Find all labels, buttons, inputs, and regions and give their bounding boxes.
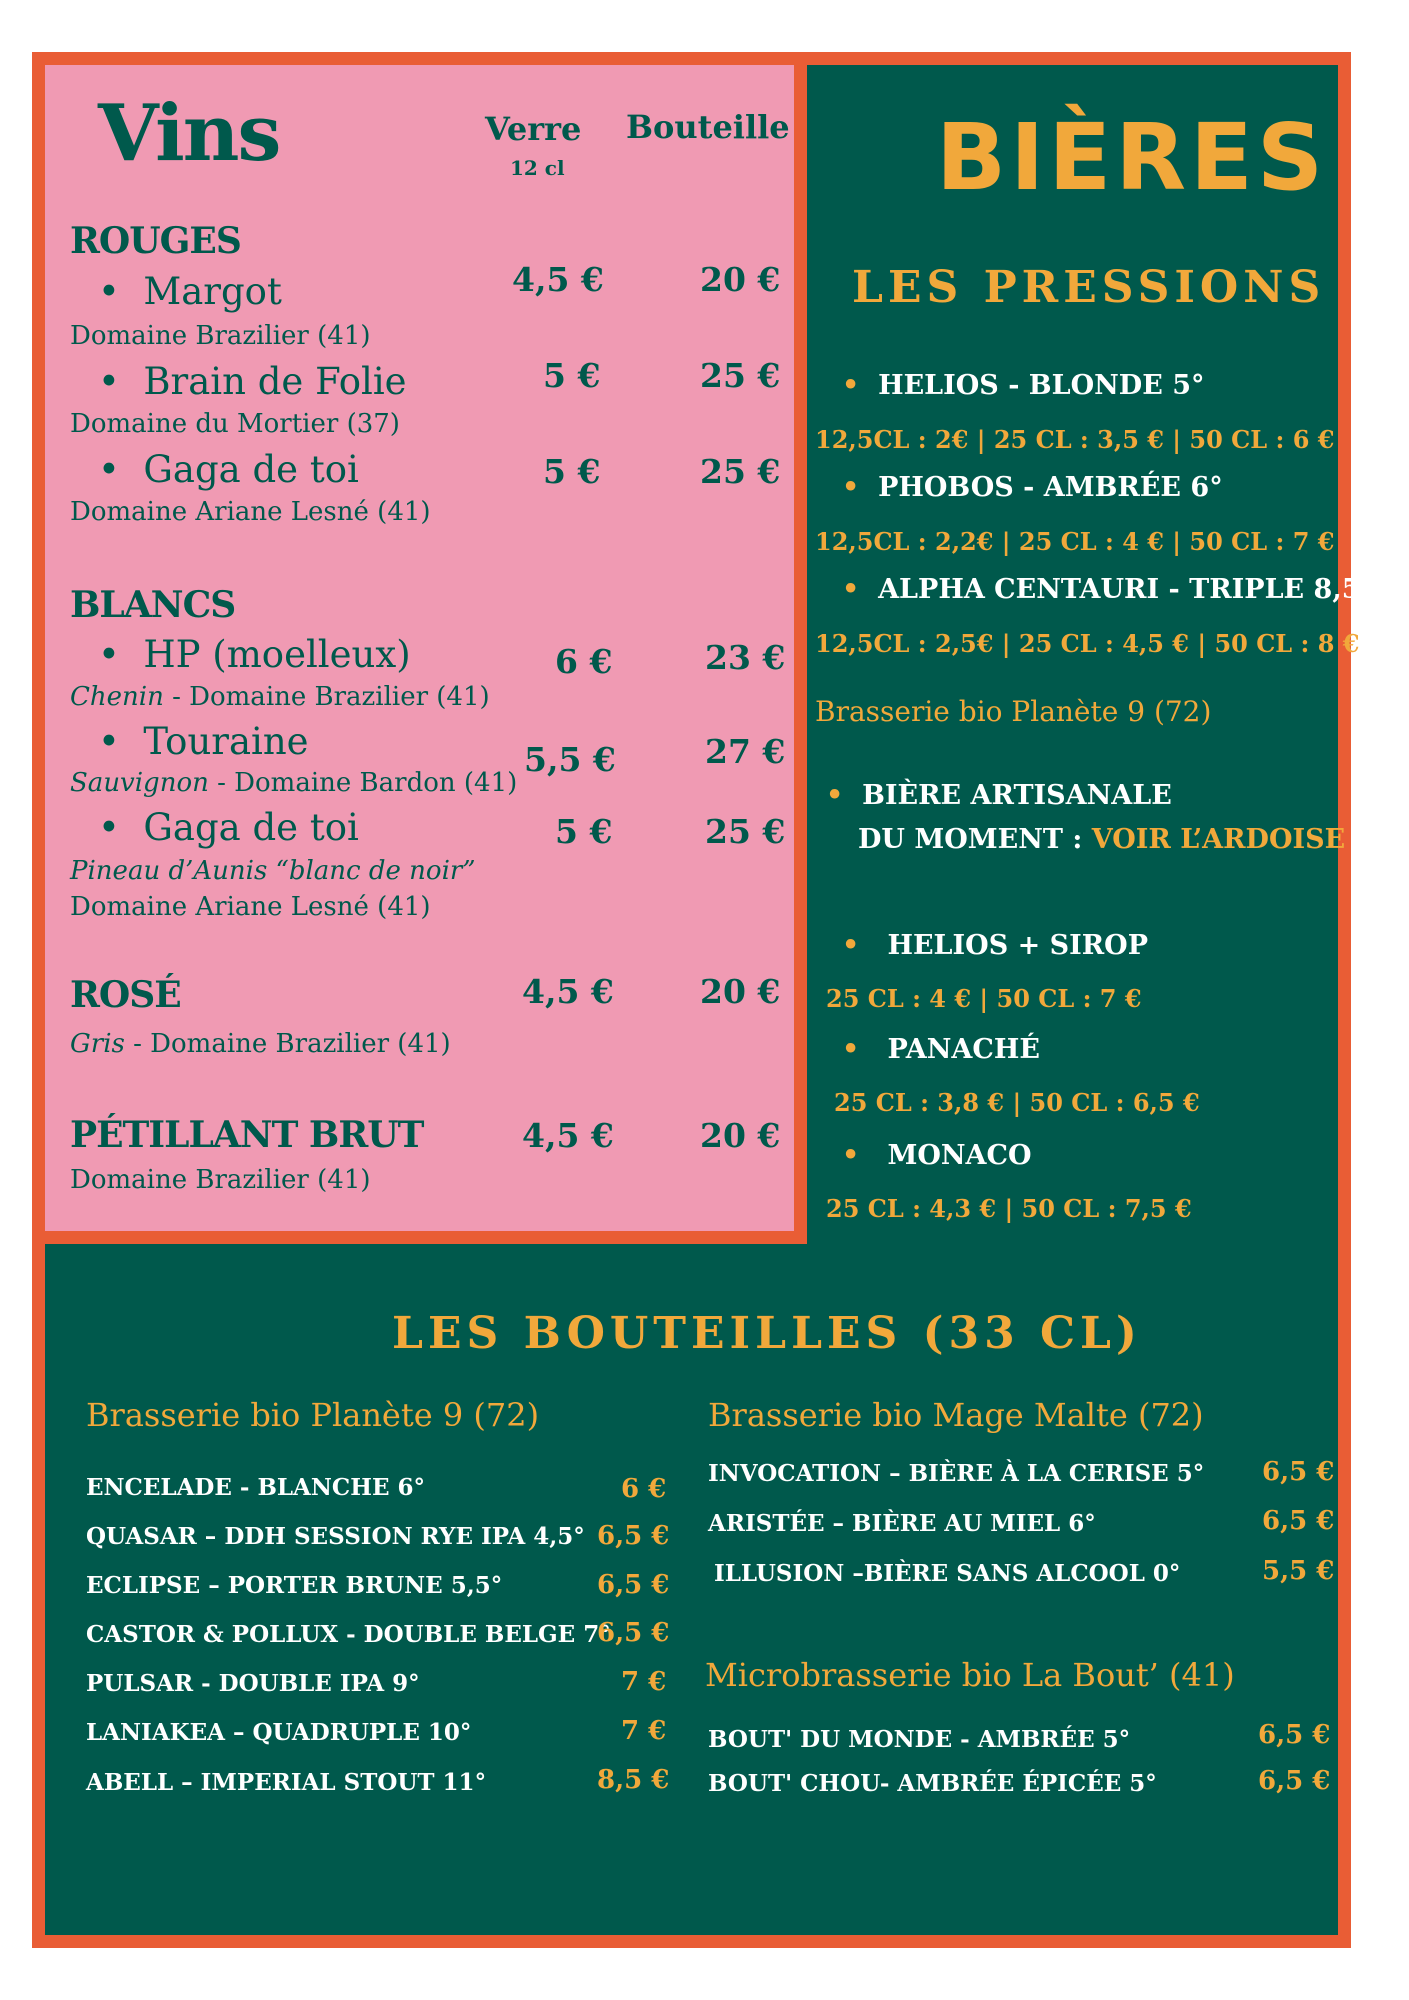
craft-beer-line2: DU MOMENT : VOIR L’ARDOISE (858, 824, 1346, 855)
bottle-price: 25 € (705, 812, 786, 851)
bottle-price: 20 € (700, 260, 781, 299)
draft-beer-name: • ALPHA CENTAURI - TRIPLE 8,5° (842, 574, 1375, 605)
glass-price: 4,5 € (512, 260, 604, 299)
bottle-price: 25 € (700, 356, 781, 395)
bottle-beer-name: ARISTÉE – BIÈRE AU MIEL 6° (708, 1510, 1096, 1537)
draft-beer-prices: 12,5CL : 2,2€ | 25 CL : 4 € | 50 CL : 7 € (815, 527, 1335, 556)
glass-column-header: Verre (485, 110, 582, 148)
bottle-beer-price: 7 € (621, 1716, 667, 1746)
bottle-column-header: Bouteille (626, 108, 790, 146)
see-slate-link: VOIR L’ARDOISE (1091, 824, 1346, 855)
whites-heading: BLANCS (70, 584, 236, 626)
bottle-beer-price: 5,5 € (1262, 1556, 1335, 1586)
draft-beer-prices: 12,5CL : 2€ | 25 CL : 3,5 € | 50 CL : 6 € (815, 425, 1335, 454)
draft-brewery: Brasserie bio Planète 9 (72) (815, 695, 1212, 728)
bottle-beer-price: 6,5 € (1262, 1506, 1335, 1536)
glass-price: 5,5 € (524, 740, 616, 779)
craft-beer-line1: • BIÈRE ARTISANALE (826, 780, 1172, 811)
bottle-beer-price: 6,5 € (1258, 1720, 1331, 1750)
mix-beer-prices: 25 CL : 4 € | 50 CL : 7 € (826, 984, 1142, 1013)
glass-price: 6 € (555, 642, 613, 681)
bottle-beer-name: ENCELADE - BLANCHE 6° (86, 1474, 426, 1501)
draft-beer-prices: 12,5CL : 2,5€ | 25 CL : 4,5 € | 50 CL : 8 € (815, 629, 1360, 658)
wine-name: • Touraine (98, 720, 309, 763)
bottle-beer-price: 6,5 € (597, 1570, 670, 1600)
wine-name: • Margot (98, 270, 282, 313)
bottle-price: 20 € (700, 1116, 781, 1155)
sparkling-heading: PÉTILLANT BRUT (70, 1114, 424, 1156)
mix-beer-name: • HELIOS + SIROP (842, 930, 1149, 961)
bottle-beer-price: 6,5 € (597, 1521, 670, 1551)
mix-beer-name: • MONACO (842, 1140, 1032, 1171)
bottle-beer-name: ECLIPSE – PORTER BRUNE 5,5° (86, 1572, 503, 1599)
bottle-beer-price: 6 € (621, 1474, 667, 1504)
bottle-beer-name: INVOCATION – BIÈRE À LA CERISE 5° (708, 1460, 1205, 1487)
glass-price: 4,5 € (522, 1116, 614, 1155)
bottle-beer-name: BOUT' DU MONDE - AMBRÉE 5° (708, 1726, 1131, 1753)
wine-grape: Pineau d’Aunis “blanc de noir” (70, 856, 476, 886)
glass-price: 4,5 € (522, 972, 614, 1011)
mix-beer-prices: 25 CL : 4,3 € | 50 CL : 7,5 € (826, 1194, 1192, 1223)
reds-heading: ROUGES (70, 220, 241, 262)
glass-price: 5 € (543, 452, 601, 491)
bottle-price: 23 € (705, 638, 786, 677)
bottle-beer-name: QUASAR – DDH SESSION RYE IPA 4,5° (86, 1523, 585, 1550)
wines-title: Vins (98, 88, 280, 179)
wine-domain: Domaine Ariane Lesné (41) (70, 892, 431, 922)
wine-domain: Domaine Brazilier (41) (70, 321, 371, 351)
glass-price: 5 € (555, 812, 613, 851)
bottle-beer-price: 8,5 € (597, 1765, 670, 1795)
beers-title: BIÈRES (936, 104, 1328, 211)
mix-beer-prices: 25 CL : 3,8 € | 50 CL : 6,5 € (834, 1088, 1200, 1117)
bottle-brewery: Brasserie bio Planète 9 (72) (86, 1396, 540, 1434)
bottle-price: 25 € (700, 452, 781, 491)
wine-domain: Chenin - Domaine Brazilier (41) (70, 682, 490, 712)
bottle-price: 27 € (705, 732, 786, 771)
bottle-beer-name: ABELL – IMPERIAL STOUT 11° (86, 1769, 487, 1796)
bottle-beer-name: CASTOR & POLLUX - DOUBLE BELGE 7° (86, 1621, 611, 1648)
drafts-title: LES PRESSIONS (852, 262, 1326, 313)
draft-beer-name: • HELIOS - BLONDE 5° (842, 370, 1205, 401)
wine-domain: Domaine du Mortier (37) (70, 409, 400, 439)
bottle-beer-price: 7 € (621, 1667, 667, 1697)
bottles-title: LES BOUTEILLES (33 CL) (392, 1308, 1142, 1359)
bottle-beer-price: 6,5 € (1258, 1766, 1331, 1796)
bottle-brewery: Microbrasserie bio La Bout’ (41) (705, 1656, 1235, 1694)
bottle-beer-price: 6,5 € (597, 1618, 670, 1648)
wine-domain: Domaine Ariane Lesné (41) (70, 497, 431, 527)
draft-beer-name: • PHOBOS - AMBRÉE 6° (842, 472, 1223, 503)
wine-name: • HP (moelleux) (98, 633, 411, 676)
wine-name: • Gaga de toi (98, 806, 359, 849)
wine-name: • Gaga de toi (98, 448, 359, 491)
bottle-beer-name: ILLUSION –BIÈRE SANS ALCOOL 0° (714, 1560, 1181, 1587)
bottle-beer-name: LANIAKEA – QUADRUPLE 10° (86, 1719, 472, 1746)
wine-domain: Domaine Brazilier (41) (70, 1165, 371, 1195)
glass-price: 5 € (543, 356, 601, 395)
bottle-price: 20 € (700, 972, 781, 1011)
rose-heading: ROSÉ (70, 974, 181, 1016)
bottle-beer-price: 6,5 € (1262, 1457, 1335, 1487)
bottle-brewery: Brasserie bio Mage Malte (72) (708, 1396, 1204, 1434)
mix-beer-name: • PANACHÉ (842, 1034, 1040, 1065)
bottle-beer-name: PULSAR - DOUBLE IPA 9° (86, 1670, 420, 1697)
glass-size-label: 12 cl (510, 156, 565, 180)
wine-name: • Brain de Folie (98, 360, 407, 403)
wine-domain: Gris - Domaine Brazilier (41) (70, 1029, 451, 1059)
wine-domain: Sauvignon - Domaine Bardon (41) (70, 768, 518, 798)
bottle-beer-name: BOUT' CHOU- AMBRÉE ÉPICÉE 5° (708, 1770, 1157, 1797)
